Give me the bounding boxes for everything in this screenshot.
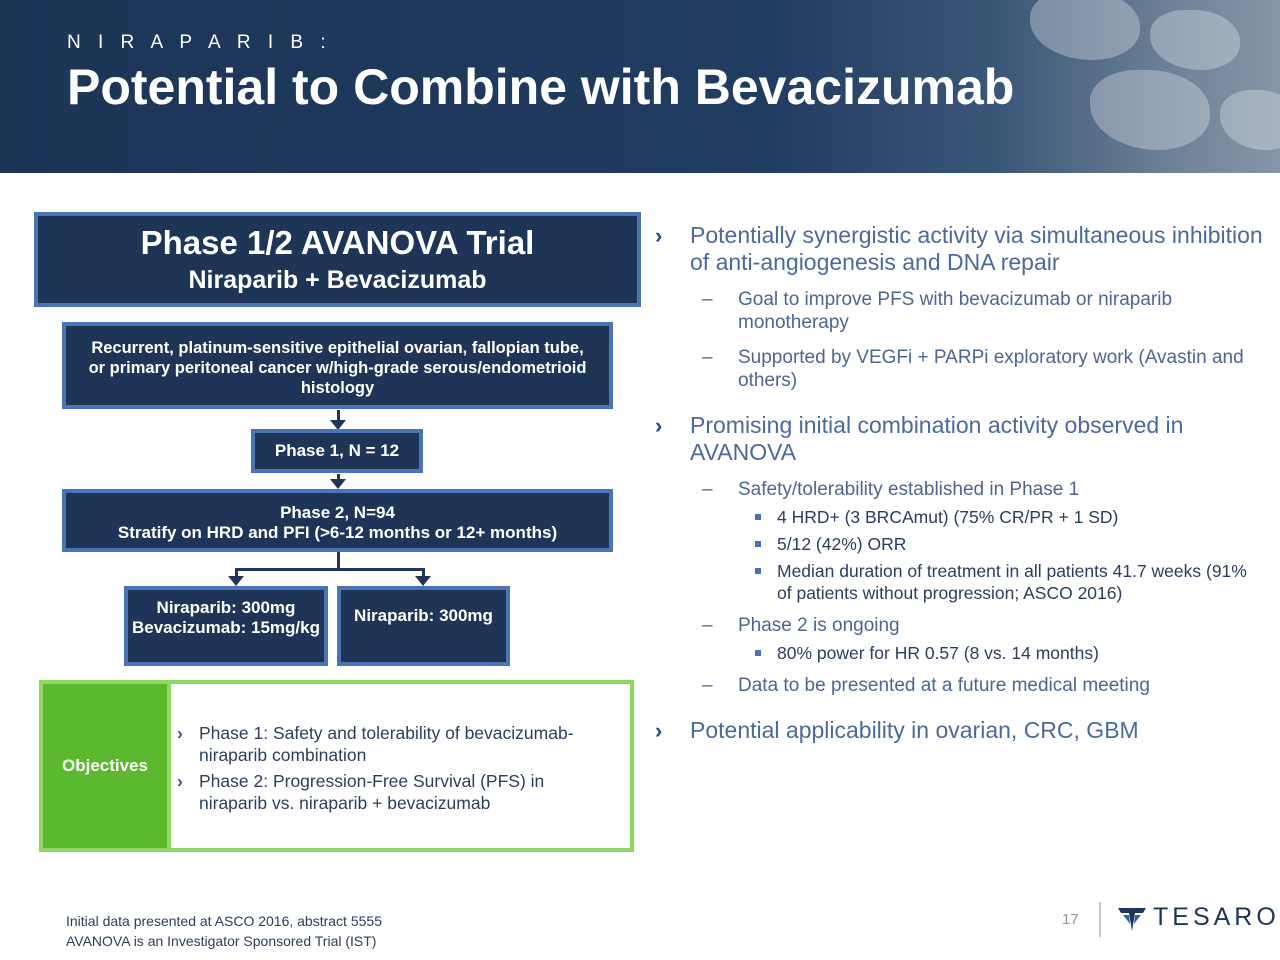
bullet-text: Potential applicability in ovarian, CRC, GBM [690,717,1139,743]
objective-text: Phase 1: Safety and tolerability of bevacizumab-niraparib combination [199,723,574,765]
decorative-gem [1150,10,1240,70]
chevron-right-icon: › [655,718,663,743]
square-bullet-icon [755,650,761,656]
slide-header [0,0,1280,173]
tesaro-logo [1117,903,1280,932]
bullet-text: Median duration of treatment in all patients 41.7 weeks (91% of patients without progression; ASCO 2016) [777,561,1247,603]
dash-icon: – [702,289,713,310]
bullet-level2 [655,346,1265,392]
chevron-right-icon: › [177,771,183,791]
dash-icon: – [702,347,713,368]
bullet-text: 4 HRD+ (3 BRCAmut) (75% CR/PR + 1 SD) [777,507,1119,527]
flow-connector [422,568,425,576]
bullet-text: Phase 2 is ongoing [738,615,900,636]
objectives-box [39,680,634,852]
square-bullet-icon [755,541,761,547]
bullet-level1 [655,412,1265,466]
footnotes [66,911,382,951]
phase2-stratify: Stratify on HRD and PFI (>6-12 months or 12+ months) [117,523,558,542]
page-number: 17 [1062,911,1079,928]
footnote: AVANOVA is an Investigator Sponsored Trial (IST) [66,933,377,949]
chevron-right-icon: › [177,723,183,743]
bullet-level3 [655,560,1265,604]
bullet-text: Supported by VEGFi + PARPi exploratory work (Avastin and others) [738,347,1244,391]
dash-icon: – [702,615,713,636]
bullet-level2 [655,288,1265,334]
decorative-gem [1090,70,1210,150]
bullet-text: Safety/tolerability established in Phase 1 [738,479,1080,500]
tesaro-logo-icon [1117,904,1147,932]
monotherapy-arm-box: Niraparib: 300mg [337,586,510,666]
bullet-level2 [655,478,1265,501]
flow-arrow-down [415,576,431,586]
chevron-right-icon: › [655,223,663,248]
bullet-level1 [655,222,1265,276]
decorative-gem [1030,0,1140,60]
flow-connector [235,568,425,571]
phase1-box: Phase 1, N = 12 [251,429,423,473]
objective-item [175,770,615,814]
footnote: Initial data presented at ASCO 2016, abstract 5555 [66,913,382,929]
flow-arrow-down [228,576,244,586]
bullet-text: Data to be presented at a future medical meeting [738,675,1150,696]
bullet-text: Goal to improve PFS with bevacizumab or niraparib monotherapy [738,289,1173,333]
bullet-level2 [655,674,1265,697]
square-bullet-icon [755,514,761,520]
dash-icon: – [702,675,713,696]
phase2-title: Phase 2, N=94 [280,503,395,522]
square-bullet-icon [755,568,761,574]
bullet-level3 [655,506,1265,528]
footer-divider [1099,902,1101,937]
bullet-text: Potentially synergistic activity via simultaneous inhibition of anti-angiogenesis and DNA repair [690,222,1263,275]
objective-text: Phase 2: Progression-Free Survival (PFS) in niraparib vs. niraparib + bevacizumab [199,771,545,813]
slide-title: Potential to Combine with Bevacizumab [67,59,1015,115]
bullet-level2 [655,614,1265,637]
bullet-level1 [655,717,1265,744]
objectives-list [175,722,615,818]
trial-title-box [34,212,641,307]
slide-kicker: N I R A P A R I B : [67,32,332,53]
flow-arrow-down [330,479,346,489]
bullet-level3 [655,642,1265,664]
flow-connector [235,568,238,576]
trial-subtitle: Niraparib + Bevacizumab [188,266,487,294]
bullet-text: Promising initial combination activity observed in AVANOVA [690,412,1184,465]
tesaro-logo-text: TESARO [1153,903,1280,931]
bullet-text: 80% power for HR 0.57 (8 vs. 14 months) [777,643,1099,663]
dash-icon: – [702,479,713,500]
decorative-gem [1220,90,1280,150]
combination-arm-box: Niraparib: 300mg Bevacizumab: 15mg/kg [124,586,328,666]
phase2-box [62,489,613,552]
trial-title: Phase 1/2 AVANOVA Trial [140,224,535,261]
objectives-label: Objectives [43,684,171,848]
patient-population-box: Recurrent, platinum-sensitive epithelial ovarian, fallopian tube, or primary peritoneal cancer w/high-grade serous/endometrioid histology [62,322,613,409]
bullet-text: 5/12 (42%) ORR [777,534,907,554]
bullet-list [655,222,1265,744]
objective-item [175,722,615,766]
chevron-right-icon: › [655,413,663,438]
bullet-level3 [655,533,1265,555]
